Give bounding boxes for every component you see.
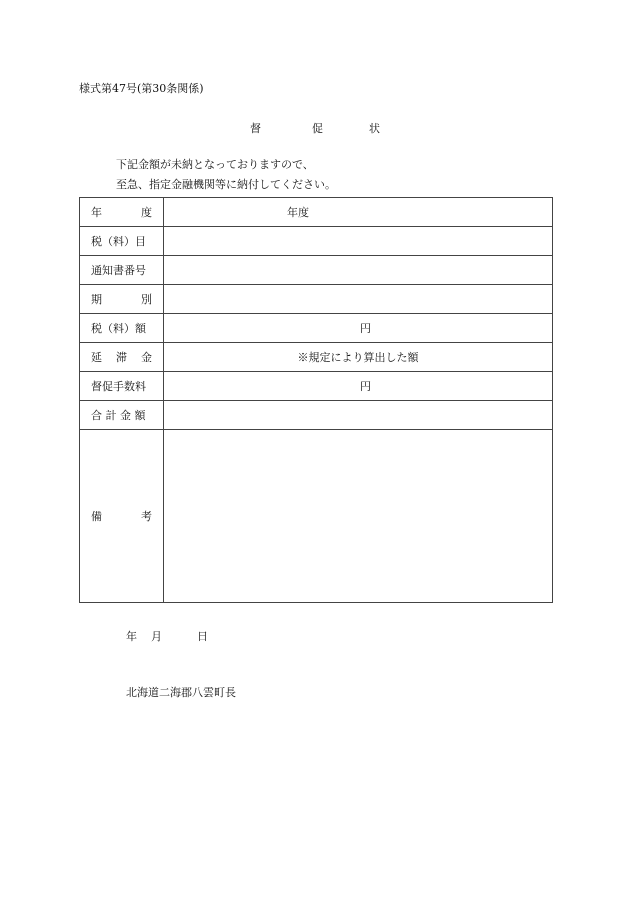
tax-amount-value: 円	[360, 322, 371, 335]
table-row-notice-number	[80, 256, 553, 285]
reminder-fee-value: 円	[360, 380, 371, 393]
total-label: 合 計 金 額	[91, 409, 146, 422]
reminder-fee-label: 督促手数料	[91, 380, 146, 393]
document-title	[0, 120, 630, 134]
issuer-name: 北海道二海郡八雲町長	[126, 686, 236, 699]
table-row-total	[80, 401, 553, 430]
term-value	[164, 285, 553, 314]
tax-item-value	[164, 227, 553, 256]
table-row-tax-item	[80, 227, 553, 256]
intro-line-1: 下記金額が未納となっておりますので、	[116, 158, 314, 171]
intro-line-2: 至急、指定金融機関等に納付してください。	[116, 178, 336, 191]
late-charge-label: 延 滞 金	[91, 351, 152, 364]
table-row-late-charge	[80, 343, 553, 372]
table-row-reminder-fee	[80, 372, 553, 401]
remarks-label: 備 考	[91, 510, 152, 523]
total-value	[164, 401, 553, 430]
form-number: 様式第47号(第30条関係)	[79, 82, 204, 95]
fiscal-year-value: 年度	[287, 206, 309, 219]
table-row-fiscal-year	[80, 198, 553, 227]
intro-text	[116, 155, 336, 195]
notice-number-label: 通知書番号	[91, 264, 146, 277]
date-year: 年	[126, 630, 137, 643]
date-month: 月	[151, 630, 162, 643]
date-day: 日	[197, 630, 208, 643]
notice-table	[79, 197, 553, 603]
table-row-term	[80, 285, 553, 314]
tax-item-label: 税（料）目	[91, 235, 146, 248]
table-row-tax-amount	[80, 314, 553, 343]
fiscal-year-label: 年 度	[91, 206, 152, 219]
remarks-value	[164, 430, 553, 603]
title-char-2: 促	[312, 122, 323, 135]
notice-number-value	[164, 256, 553, 285]
tax-amount-label: 税（料）額	[91, 322, 146, 335]
late-charge-value: ※規定により算出した額	[297, 351, 419, 364]
term-label: 期 別	[91, 293, 152, 306]
title-char-3: 状	[369, 122, 380, 135]
table-row-remarks	[80, 430, 553, 603]
title-char-1: 督	[250, 122, 261, 135]
